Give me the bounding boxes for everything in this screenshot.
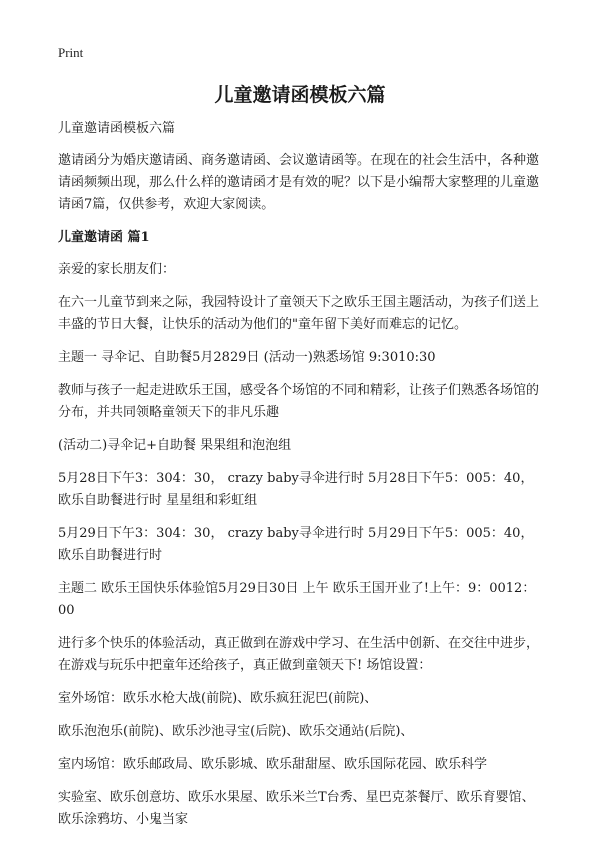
body-paragraph: 室内场馆：欧乐邮政局、欧乐影城、欧乐甜甜屋、欧乐国际花园、欧乐科学	[58, 757, 488, 772]
body-paragraph: 主题一 寻伞记、自助餐5月2829日 (活动一)熟悉场馆 9:3010:30	[58, 350, 436, 365]
body-paragraph: 实验室、欧乐创意坊、欧乐水果屋、欧乐米兰T台秀、星巴克茶餐厅、欧乐育婴馆、欧乐涂鸦坊、小鬼当家	[58, 790, 535, 827]
body-paragraph: (活动二)寻伞记+自助餐 果果组和泡泡组	[58, 438, 292, 453]
body-paragraph: 在六一儿童节到来之际，我园特设计了童领天下之欧乐王国主题活动，为孩子们送上丰盛的节日大餐，让快乐的活动为他们的"童年留下美好而难忘的记忆。	[58, 295, 540, 332]
body-paragraph: 主题二 欧乐王国快乐体验馆5月29日30日 上午 欧乐王国开业了!上午：9：0012：00	[58, 581, 536, 618]
page-title: 儿童邀请函模板六篇	[214, 84, 386, 106]
greeting-paragraph: 亲爱的家长朋友们：	[58, 262, 176, 277]
article-subtitle: 儿童邀请函模板六篇	[58, 121, 176, 136]
body-paragraph: 5月28日下午3：304：30， crazy baby寻伞进行时 5月28日下午5：005：40，欧乐自助餐进行时 星星组和彩虹组	[58, 471, 534, 508]
body-paragraph: 室外场馆：欧乐水枪大战(前院)、欧乐疯狂泥巴(前院)、	[58, 691, 378, 706]
body-paragraph: 欧乐泡泡乐(前院)、欧乐沙池寻宝(后院)、欧乐交通站(后院)、	[58, 724, 414, 739]
intro-paragraph: 邀请函分为婚庆邀请函、商务邀请函、会议邀请函等。在现在的社会生活中，各种邀请函频频出现，那么什么样的邀请函才是有效的呢？以下是小编帮大家整理的儿童邀请函7篇，仅供参考，欢迎大家阅读。	[58, 153, 540, 212]
article-body	[58, 118, 544, 842]
body-paragraph: 5月29日下午3：304：30， crazy baby寻伞进行时 5月29日下午5：005：40，欧乐自助餐进行时	[58, 526, 534, 563]
section-heading: 儿童邀请函 篇1	[58, 230, 150, 245]
body-paragraph: 教师与孩子一起走进欧乐王国，感受各个场馆的不同和精彩，让孩子们熟悉各场馆的分布，并共同领略童领天下的非凡乐趣	[58, 383, 540, 420]
print-link[interactable]: Print	[58, 45, 84, 60]
body-paragraph: 进行多个快乐的体验活动，真正做到在游戏中学习、在生活中创新、在交往中进步，在游戏与玩乐中把童年还给孩子，真正做到童领天下! 场馆设置：	[58, 636, 540, 673]
